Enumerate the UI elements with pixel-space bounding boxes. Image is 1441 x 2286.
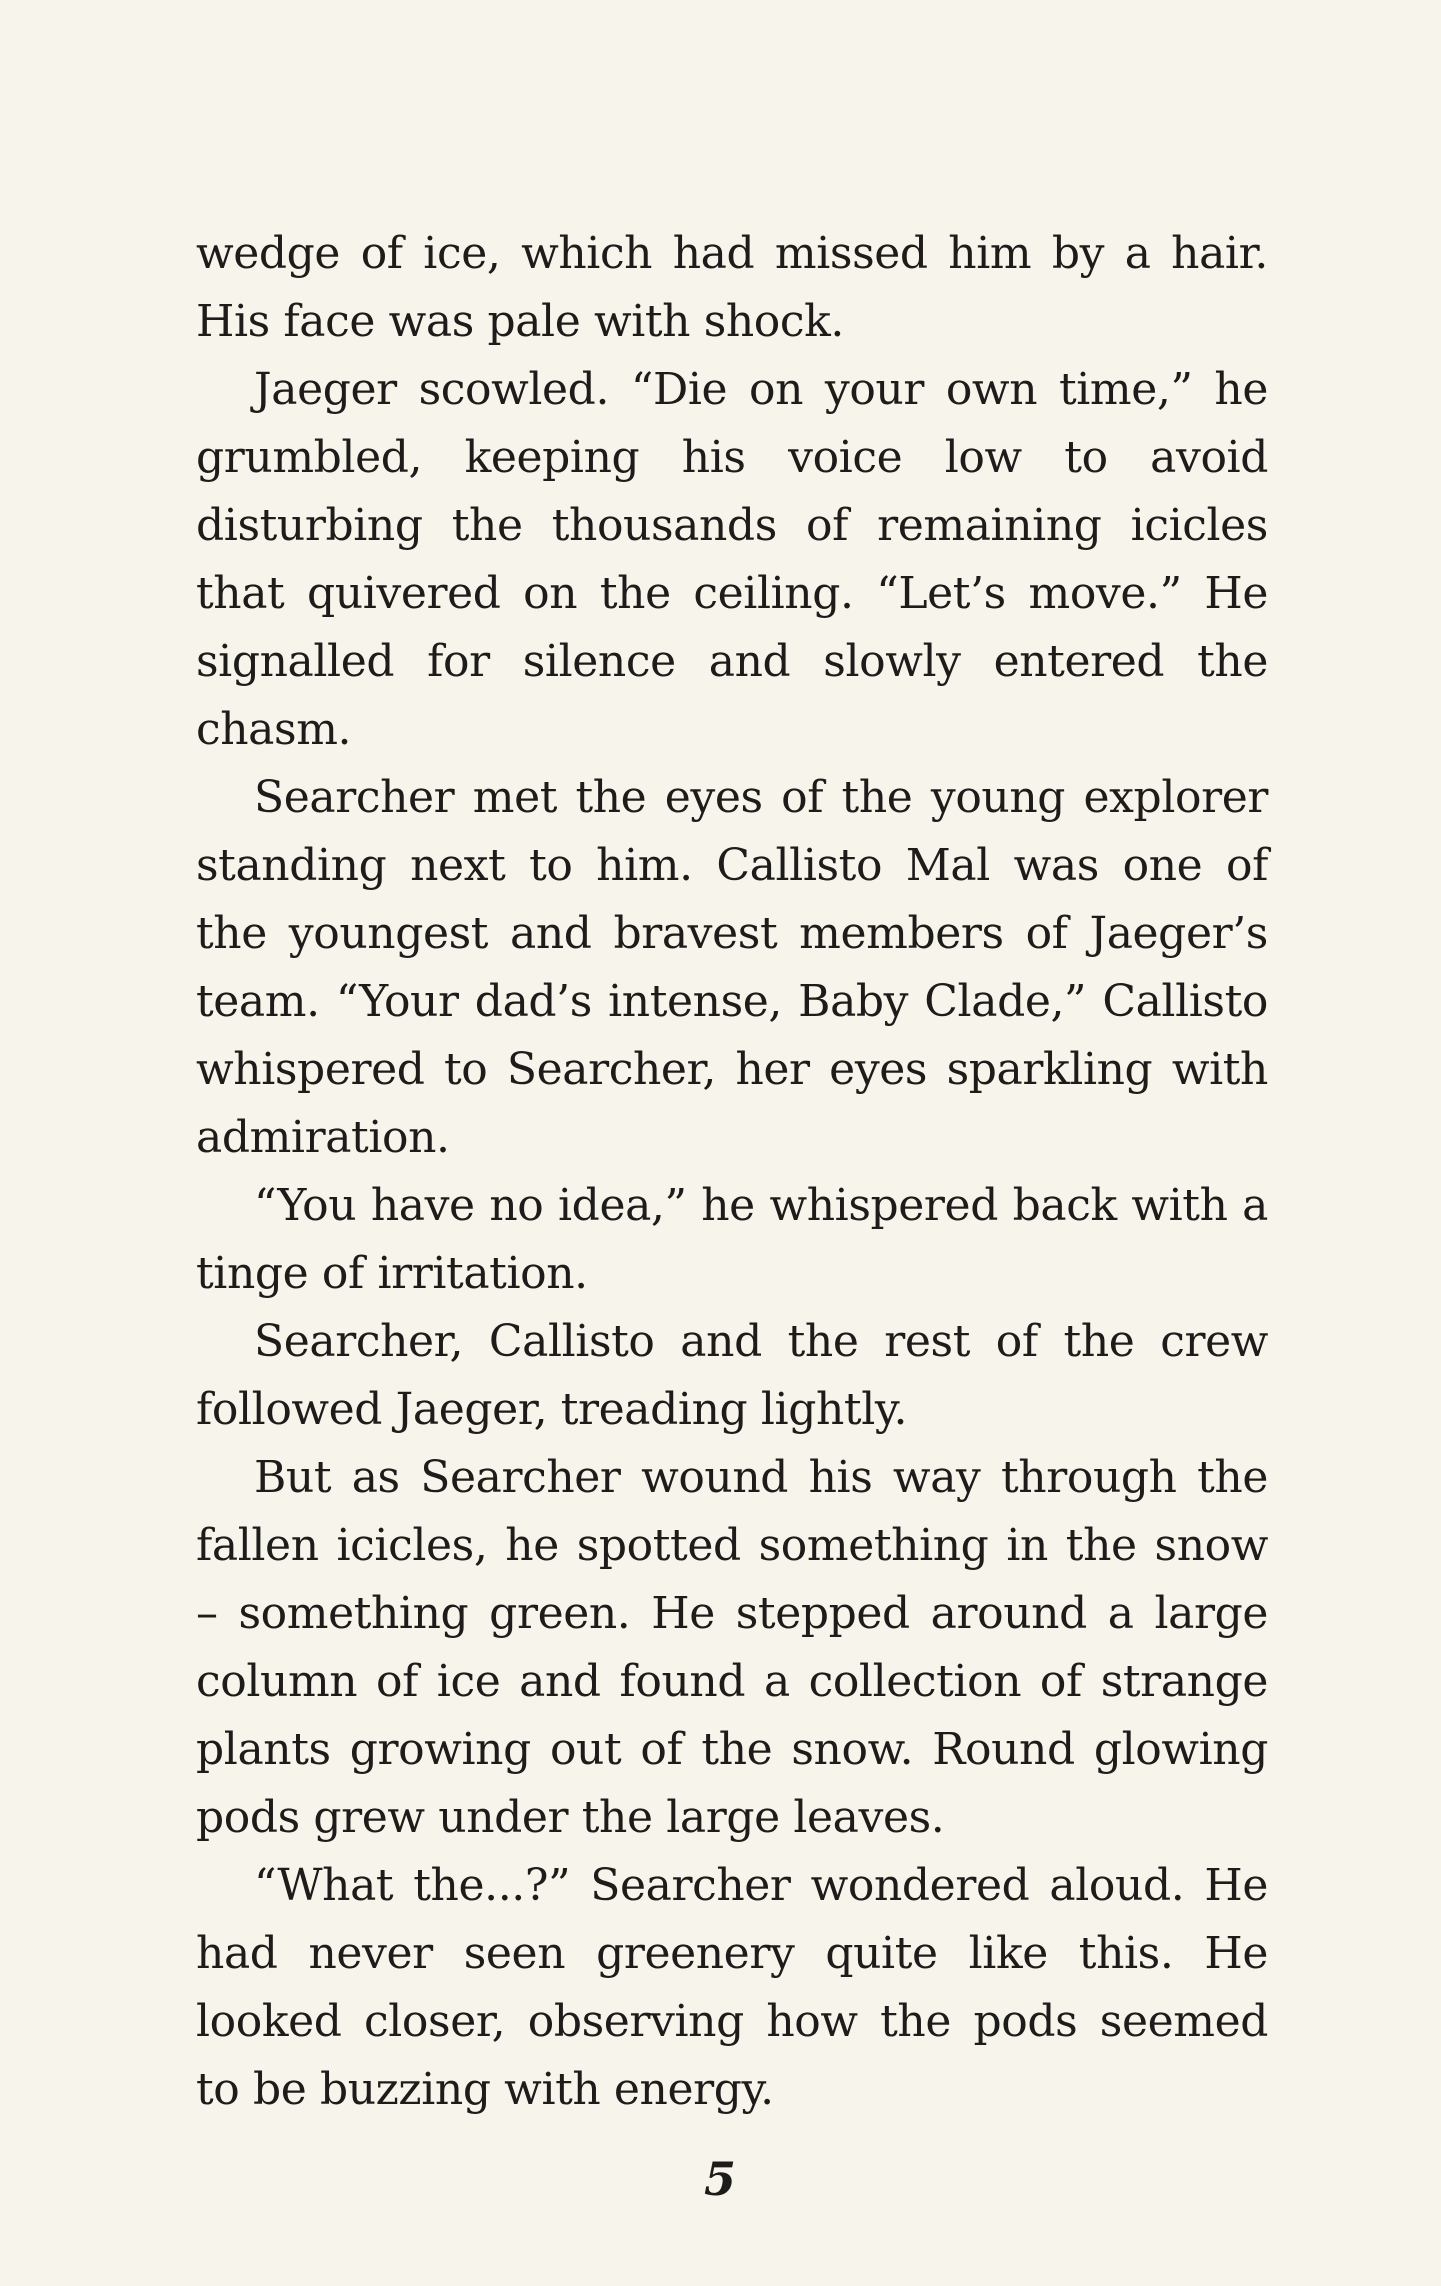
paragraph-1: wedge of ice, which had missed him by a hair. His face was pale with shock. (196, 228, 1268, 347)
paragraph-4: “You have no idea,” he whispered back with a tinge of irritation. (196, 1180, 1268, 1299)
paragraph-2: Jaeger scowled. “Die on your own time,” he grumbled, keeping his voice low to avoid disturbing the thousands of remaining icicles that quivered on the ceiling. “Let’s move.” He signalled for silence and slowly entered the chasm. (196, 364, 1268, 755)
body-text (196, 220, 1268, 2124)
paragraph-7: “What the...?” Searcher wondered aloud. He had never seen greenery quite like this. He looked closer, observing how the pods seemed to be buzzing with energy. (196, 1860, 1268, 2115)
paragraph-5: Searcher, Callisto and the rest of the crew followed Jaeger, treading lightly. (196, 1316, 1268, 1435)
page-number: 5 (703, 2152, 736, 2206)
paragraph-6: But as Searcher wound his way through the fallen icicles, he spotted something in the snow – something green. He stepped around a large column of ice and found a collection of strange plants growing out of the snow. Round glowing pods grew under the large leaves. (196, 1452, 1268, 1843)
paragraph-3: Searcher met the eyes of the young explorer standing next to him. Callisto Mal was one of the youngest and bravest members of Jaeger’s team. “Your dad’s intense, Baby Clade,” Callisto whispered to Searcher, her eyes sparkling with admiration. (196, 772, 1268, 1163)
